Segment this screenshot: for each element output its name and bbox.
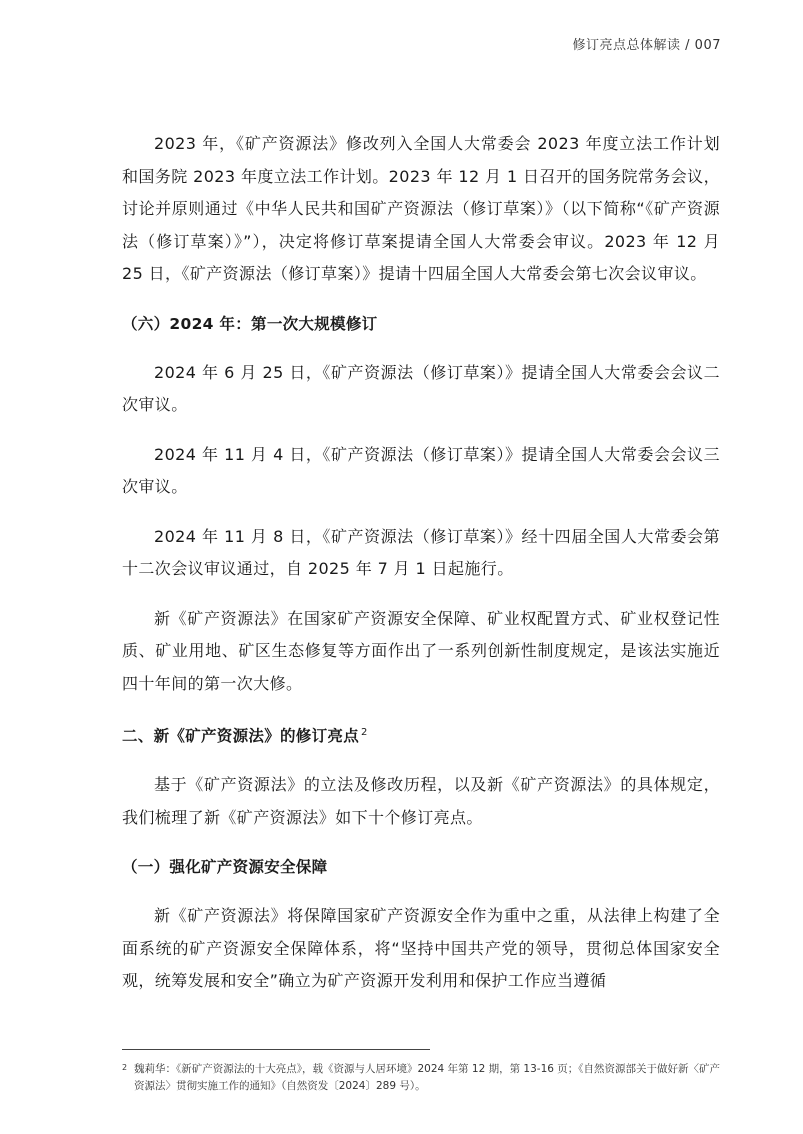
- paragraph-passage: 2024 年 11 月 8 日，《矿产资源法（修订草案）》经十四届全国人大常委会第十二次会议审议通过，自 2025 年 7 月 1 日起施行。: [122, 526, 720, 578]
- footnote-text: 魏莉华：《新矿产资源法的十大亮点》，载《资源与人居环境》2024 年第 12 期，第 13-16 页；《自然资源部关于做好新〈矿产资源法〉贯彻实施工作的通知》（自然资发〔2024〕289 号）。: [134, 1063, 721, 1092]
- section-heading-security: （一）强化矿产资源安全保障: [122, 858, 328, 877]
- running-header: 修订亮点总体解读 / 007: [572, 38, 721, 53]
- section-heading-2024: （六）2024 年：第一次大规模修订: [122, 314, 378, 333]
- page-body: [122, 128, 720, 1015]
- footnote-reference: 2: [361, 727, 368, 738]
- footnote: [122, 1061, 722, 1095]
- paragraph-major-revision: 新《矿产资源法》在国家矿产资源安全保障、矿业权配置方式、矿业权登记性质、矿业用地、矿区生态修复等方面作出了一系列创新性制度规定，是该法实施近四十年间的第一次大修。: [122, 608, 720, 693]
- paragraph-ten-highlights: 基于《矿产资源法》的立法及修改历程，以及新《矿产资源法》的具体规定，我们梳理了新《矿产资源法》如下十个修订亮点。: [122, 775, 720, 827]
- footnote-divider: [122, 1049, 430, 1050]
- paragraph-security-system: 新《矿产资源法》将保障国家矿产资源安全作为重中之重，从法律上构建了全面系统的矿产资源安全保障体系，将“坚持中国共产党的领导，贯彻总体国家安全观，统筹发展和安全”确立为矿产资源开发利用和保护工作应当遵循: [122, 906, 720, 991]
- paragraph-2023-legislative-plan: 2023 年，《矿产资源法》修改列入全国人大常委会 2023 年度立法工作计划和国务院 2023 年度立法工作计划。2023 年 12 月 1 日召开的国务院常务会议，讨论并原则通过《中华人民共和国矿产资源法（修订草案）》（以下简称“《矿产资源法（修订草案）》”），决定将修订草案提请全国人大常委会审议。2023 年 12 月 25 日，《矿产资源法（修订草案）》提请十四届全国人大常委会第七次会议审议。: [122, 134, 720, 283]
- paragraph-second-review: 2024 年 6 月 25 日，《矿产资源法（修订草案）》提请全国人大常委会会议二次审议。: [122, 362, 720, 414]
- chapter-heading-text: 二、新《矿产资源法》的修订亮点: [122, 727, 360, 746]
- paragraph-third-review: 2024 年 11 月 4 日，《矿产资源法（修订草案）》提请全国人大常委会会议三次审议。: [122, 444, 720, 496]
- footnote-number: 2: [122, 1063, 128, 1072]
- chapter-heading-highlights: [122, 717, 720, 752]
